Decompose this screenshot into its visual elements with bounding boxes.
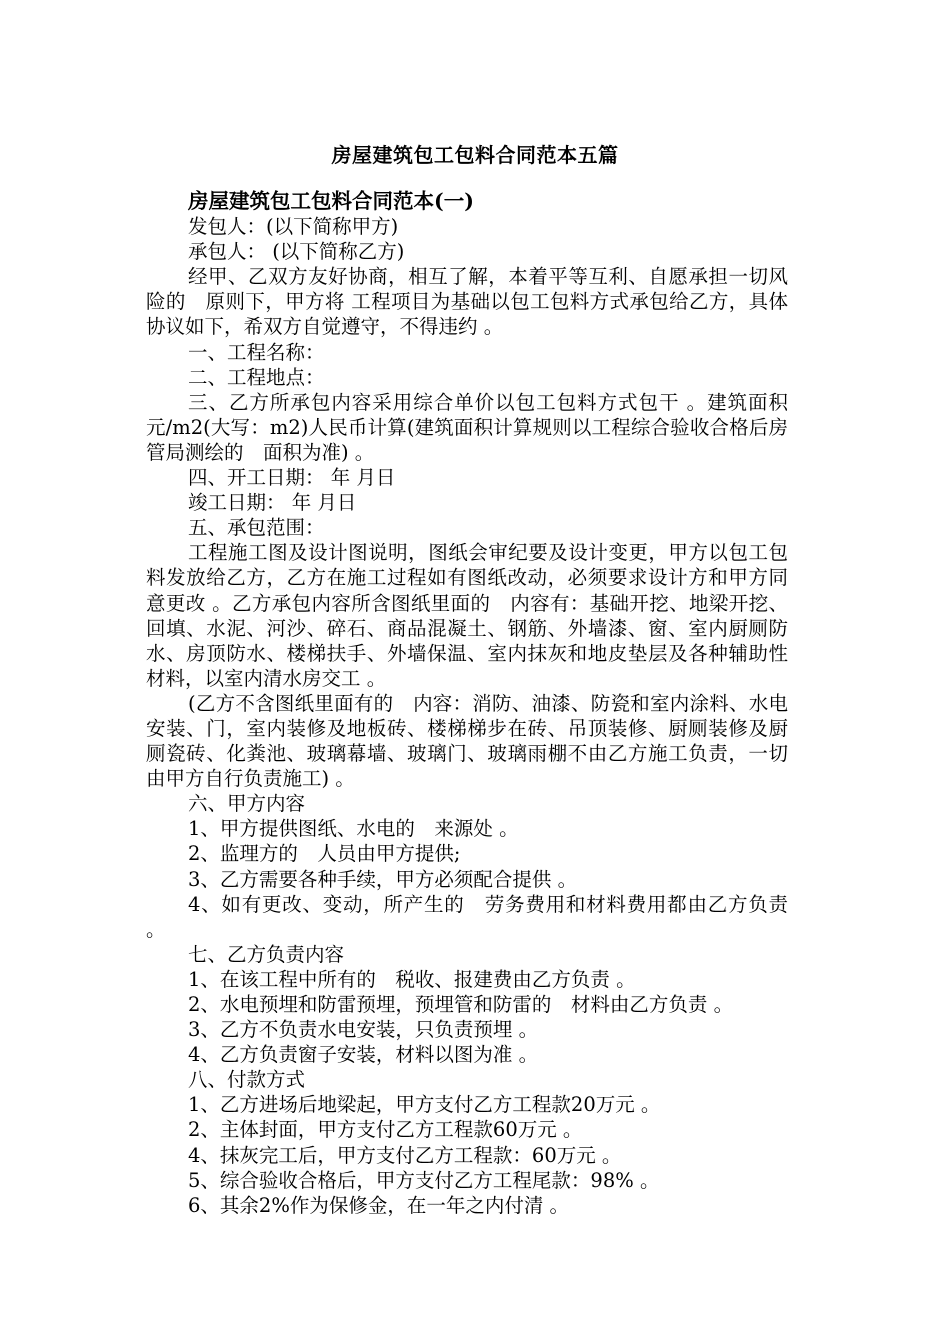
project-location-line: 二、工程地点：	[188, 365, 325, 389]
section-subtitle: 房屋建筑包工包料合同范本(一)	[188, 189, 474, 213]
list-item: 1、乙方进场后地梁起，甲方支付乙方工程款20万元 。	[188, 1093, 661, 1117]
party-b-line: 承包人： (以下简称乙方)	[188, 240, 405, 264]
start-date-line: 四、开工日期： 年 月日	[188, 466, 396, 490]
party-a-line: 发包人：(以下简称甲方)	[188, 215, 399, 239]
list-item: 2、主体封面，甲方支付乙方工程款60万元 。	[188, 1118, 583, 1142]
project-name-line: 一、工程名称：	[188, 340, 325, 364]
intro-paragraph: 经甲、乙双方友好协商，相互了解，本着平等互利、自愿承担一切风险的 原则下，甲方将 工程项目为基础以包工包料方式承包给乙方，具体协议如下，希双方自觉遵守，不得违约 。	[146, 265, 788, 339]
scope-paragraph: 工程施工图及设计图说明，图纸会审纪要及设计变更，甲方以包工包料发放给乙方，乙方在施工过程如有图纸改动，必须要求设计方和甲方同意更改 。乙方承包内容所含图纸里面的 内容有：基础开挖、地梁开挖、回填、水泥、河沙、碎石、商品混凝土、钢筋、外墙漆、窗、室内厨厕防水、房顶防水、楼梯扶手、外墙保温、室内抹灰和地皮垫层及各种辅助性材料，以室内清水房交工 。	[146, 541, 788, 690]
list-item: 5、综合验收合格后，甲方支付乙方工程尾款：98% 。	[188, 1168, 660, 1192]
list-item: 6、其余2%作为保修金，在一年之内付清 。	[188, 1193, 570, 1217]
list-item: 4、抹灰完工后，甲方支付乙方工程款：60万元 。	[188, 1143, 622, 1167]
list-item: 4、如有更改、变动，所产生的 劳务费用和材料费用都由乙方负责 。	[146, 892, 788, 941]
list-item: 1、在该工程中所有的 税收、报建费由乙方负责 。	[188, 967, 636, 991]
completion-date-line: 竣工日期： 年 月日	[188, 491, 357, 515]
list-item: 3、乙方需要各种手续，甲方必须配合提供 。	[188, 867, 578, 891]
list-item: 2、水电预埋和防雷预埋，预埋管和防雷的 材料由乙方负责 。	[188, 993, 734, 1016]
pricing-paragraph: 三、乙方所承包内容采用综合单价以包工包料方式包干 。建筑面积 元/m2(大写：m2)人民币计算(建筑面积计算规则以工程综合验收合格后房管局测绘的 面积为准) 。	[146, 390, 788, 464]
party-b-heading: 七、乙方负责内容	[188, 942, 345, 966]
document-body	[146, 189, 788, 1218]
document-title: 房屋建筑包工包料合同范本五篇	[331, 143, 619, 167]
scope-heading: 五、承包范围：	[188, 516, 325, 540]
party-a-heading: 六、甲方内容	[188, 792, 306, 816]
list-item: 2、监理方的 人员由甲方提供;	[188, 842, 461, 866]
payment-heading: 八、付款方式	[188, 1068, 306, 1092]
exclusions-paragraph: (乙方不含图纸里面有的 内容：消防、油漆、防瓷和室内涂料、水电安装、门，室内装修及地板砖、楼梯梯步在砖、吊顶装修、厨厕装修及厨厕瓷砖、化粪池、玻璃幕墙、玻璃门、玻璃雨棚不由乙方施工负责，一切由甲方自行负责施工) 。	[146, 691, 788, 791]
list-item: 4、乙方负责窗子安装，材料以图为准 。	[188, 1043, 539, 1067]
list-item: 1、甲方提供图纸、水电的 来源处 。	[188, 817, 519, 841]
list-item: 3、乙方不负责水电安装，只负责预埋 。	[188, 1018, 539, 1042]
